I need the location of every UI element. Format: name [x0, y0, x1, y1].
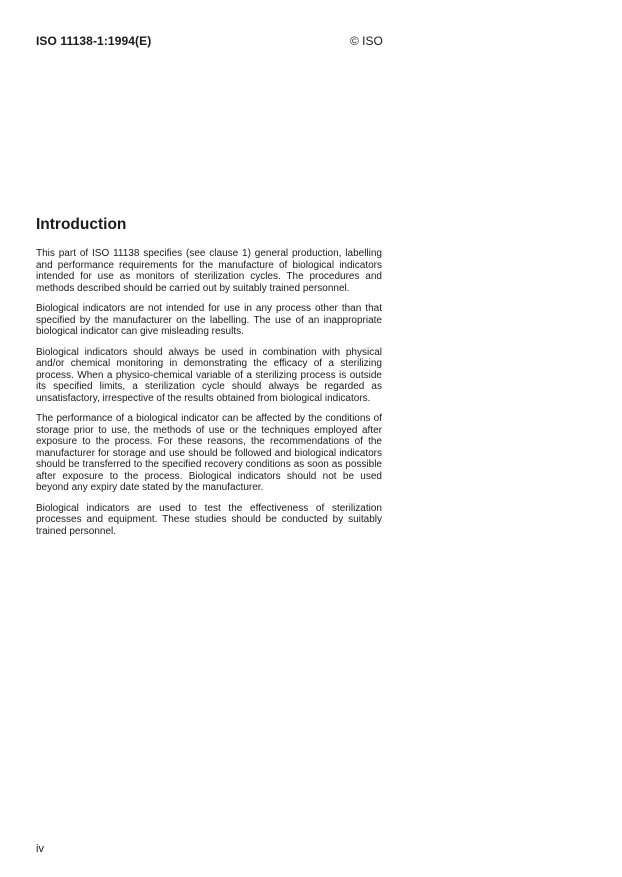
copyright-notice: © ISO	[350, 34, 383, 48]
document-standard-id: ISO 11138-1:1994(E)	[36, 34, 152, 48]
paragraph: Biological indicators are used to test the effectiveness of sterilization processes and equipment. These studies should be conducted by suitably trained personnel.	[36, 502, 382, 537]
paragraph: Biological indicators should always be used in combination with physical and/or chemical monitoring in demonstrating the efficacy of a sterilizing process. When a physico-chemical variable of a sterilizing process is outside its specified limits, a sterilization cycle should always be regarded as unsatisfactory, irrespective of the results obtained from biological indicators.	[36, 346, 382, 404]
section-body	[36, 248, 382, 546]
paragraph: The performance of a biological indicator can be affected by the conditions of storage prior to use, the methods of use or the techniques employed after exposure to the process. For these reasons, the recommendations of the manufacturer for storage and use should be followed and biological indicators should be transferred to the specified recovery conditions as soon as possible after exposure to the process. Biological indicators should not be used beyond any expiry date stated by the manufacturer.	[36, 413, 382, 493]
page-number: iv	[36, 843, 44, 855]
paragraph: This part of ISO 11138 specifies (see clause 1) general production, labelling and performance requirements for the manufacture of biological indicators intended for use as monitors of sterilization cycles. The procedures and methods described should be carried out by suitably trained personnel.	[36, 248, 382, 294]
paragraph: Biological indicators are not intended for use in any process other than that specified by the manufacturer on the labelling. The use of an inappropriate biological indicator can give misleading results.	[36, 303, 382, 337]
section-title: Introduction	[36, 216, 127, 233]
